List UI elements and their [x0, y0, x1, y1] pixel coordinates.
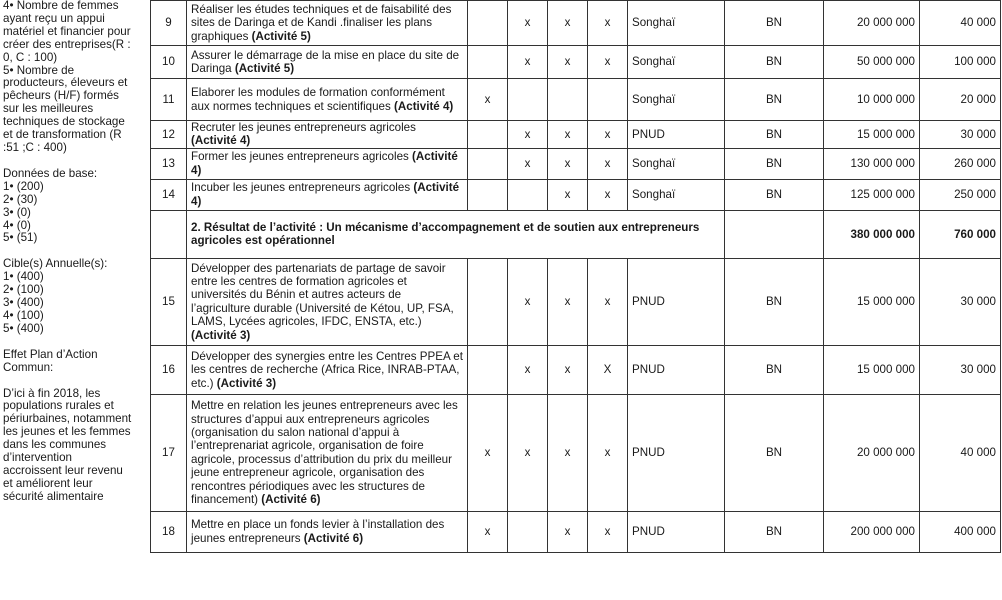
activity-description: Assurer le démarrage de la mise en place du site de Daringa (Activité 5) — [187, 46, 468, 79]
schedule-mark: x — [588, 258, 628, 345]
table-row — [151, 511, 1001, 552]
left-panel-line: 1• (400) — [3, 270, 44, 284]
left-panel-line: sécurité alimentaire — [3, 489, 104, 503]
left-panel-line: créer des entreprises(R : — [3, 37, 131, 51]
schedule-mark: x — [588, 1, 628, 46]
section-amount: 380 000 000 — [824, 210, 920, 258]
schedule-mark — [468, 345, 508, 394]
partner: Songhaï — [628, 1, 725, 46]
amount: 50 000 000 — [824, 46, 920, 79]
schedule-mark — [508, 511, 548, 552]
section-row — [151, 210, 1001, 258]
row-number: 11 — [151, 79, 187, 121]
schedule-mark: x — [548, 394, 588, 511]
schedule-mark — [468, 121, 508, 149]
total: 100 000 — [920, 46, 1001, 79]
schedule-mark: x — [548, 148, 588, 179]
funding-source: BN — [725, 121, 824, 149]
amount: 125 000 000 — [824, 179, 920, 210]
total: 250 000 — [920, 179, 1001, 210]
left-panel-block — [3, 349, 149, 375]
activity-tag: (Activité 3) — [216, 376, 277, 390]
left-panel-line: 0, C : 100) — [3, 50, 58, 64]
schedule-mark: x — [548, 1, 588, 46]
total: 40 000 — [920, 394, 1001, 511]
schedule-mark — [468, 46, 508, 79]
partner: PNUD — [628, 511, 725, 552]
schedule-mark — [588, 79, 628, 121]
row-number: 15 — [151, 258, 187, 345]
left-panel-line: 5• (400) — [3, 321, 44, 335]
amount: 15 000 000 — [824, 258, 920, 345]
section-title: 2. Résultat de l’activité : Un mécanisme d’accompagnement et de soutien aux entrepreneurs agricoles est opérationnel — [187, 210, 725, 258]
funding-source: BN — [725, 394, 824, 511]
left-panel-line: et améliorent leur — [3, 476, 93, 490]
amount: 15 000 000 — [824, 345, 920, 394]
left-panel-block — [3, 0, 149, 155]
activity-description: Développer des partenariats de partage de savoir entre les centres de formation agricoles et universités du Bénin et autres acteurs de l’agriculture durable (Université de Kétou, UP, FSA, LAMS, Lycées agricoles, IFDC, ENSTA, etc.) (Activité 3) — [187, 258, 468, 345]
left-panel-line: sur les meilleures — [3, 102, 94, 116]
activity-tag: (Activité 3) — [191, 328, 251, 342]
amount: 200 000 000 — [824, 511, 920, 552]
left-panel-line: pêcheurs (H/F) formés — [3, 89, 119, 103]
activity-description: Elaborer les modules de formation conformément aux normes techniques et scientifiques (Activité 4) — [187, 79, 468, 121]
left-panel-line: périurbaines, notamment — [3, 412, 132, 426]
left-panel-line: populations rurales et — [3, 399, 114, 413]
schedule-mark: X — [588, 345, 628, 394]
schedule-mark — [548, 79, 588, 121]
left-panel-line: D’ici à fin 2018, les — [3, 386, 101, 400]
funding-source: BN — [725, 148, 824, 179]
row-number: 17 — [151, 394, 187, 511]
section-total: 760 000 — [920, 210, 1001, 258]
activity-tag: (Activité 5) — [251, 29, 311, 43]
total: 20 000 — [920, 79, 1001, 121]
schedule-mark: x — [548, 121, 588, 149]
table-row — [151, 345, 1001, 394]
schedule-mark: x — [548, 46, 588, 79]
activity-tag: (Activité 6) — [261, 493, 321, 507]
section-empty-cell — [725, 210, 824, 258]
left-panel-line: Données de base: — [3, 166, 98, 180]
funding-source: BN — [725, 79, 824, 121]
partner: PNUD — [628, 394, 725, 511]
activity-description: Incuber les jeunes entrepreneurs agricoles (Activité 4) — [187, 179, 468, 210]
left-panel-line: Effet Plan d’Action — [3, 347, 98, 361]
activity-description: Mettre en relation les jeunes entrepreneurs avec les structures d’appui aux entrepreneurs agricoles (organisation du salon national d’appui à l’entreprenariat agricole, organisation de foire agricole, processus d’attribution du prix du meilleur jeune entrepreneur agricole, organisation des rencontres périodiques avec les structures de financement) (Activité 6) — [187, 394, 468, 511]
left-panel-line: 3• (0) — [3, 205, 31, 219]
row-number: 10 — [151, 46, 187, 79]
activity-description: Réaliser les études techniques et de faisabilité des sites de Daringa et de Kandi .finaliser les plans graphiques (Activité 5) — [187, 1, 468, 46]
total: 400 000 — [920, 511, 1001, 552]
partner: PNUD — [628, 121, 725, 149]
schedule-mark: x — [508, 394, 548, 511]
funding-source: BN — [725, 1, 824, 46]
funding-source: BN — [725, 345, 824, 394]
left-panel-line: et de transformation (R — [3, 128, 122, 142]
left-panel-line: 1• (200) — [3, 179, 44, 193]
schedule-mark: x — [588, 148, 628, 179]
schedule-mark: x — [508, 148, 548, 179]
left-panel-line: techniques de stockage — [3, 115, 125, 129]
partner: Songhaï — [628, 79, 725, 121]
amount: 20 000 000 — [824, 394, 920, 511]
left-panel-line: 4• (100) — [3, 308, 44, 322]
schedule-mark: x — [508, 46, 548, 79]
schedule-mark: x — [508, 1, 548, 46]
activity-tag: (Activité 4) — [191, 134, 251, 148]
left-panel-line: accroissent leur revenu — [3, 464, 123, 477]
schedule-mark: x — [588, 121, 628, 149]
total: 40 000 — [920, 1, 1001, 46]
table-row — [151, 179, 1001, 210]
schedule-mark: x — [508, 345, 548, 394]
activity-tag: (Activité 4) — [191, 181, 460, 208]
activity-tag: (Activité 6) — [303, 531, 364, 545]
row-number: 16 — [151, 345, 187, 394]
schedule-mark: x — [508, 121, 548, 149]
left-panel-line: d’intervention — [3, 451, 72, 465]
activity-budget-table — [150, 0, 1001, 553]
left-panel-line: 4• (0) — [3, 218, 31, 232]
activity-description: Recruter les jeunes entrepreneurs agricoles (Activité 4) — [187, 121, 468, 149]
funding-source: BN — [725, 179, 824, 210]
left-panel-line: :51 ;C : 400) — [3, 140, 67, 154]
left-panel-line: producteurs, éleveurs et — [3, 76, 128, 90]
schedule-mark — [468, 179, 508, 210]
schedule-mark: x — [548, 345, 588, 394]
total: 260 000 — [920, 148, 1001, 179]
funding-source: BN — [725, 511, 824, 552]
row-number: 18 — [151, 511, 187, 552]
partner: Songhaï — [628, 179, 725, 210]
partner: Songhaï — [628, 46, 725, 79]
schedule-mark: x — [468, 511, 508, 552]
left-context-panel — [3, 0, 149, 600]
partner: PNUD — [628, 345, 725, 394]
activity-description: Former les jeunes entrepreneurs agricoles (Activité 4) — [187, 148, 468, 179]
schedule-mark: x — [468, 394, 508, 511]
left-panel-line: 2• (30) — [3, 192, 38, 206]
left-panel-line: les jeunes et les femmes — [3, 425, 131, 439]
schedule-mark: x — [588, 511, 628, 552]
amount: 15 000 000 — [824, 121, 920, 149]
left-panel-line: 5• (51) — [3, 231, 38, 245]
activity-tag: (Activité 4) — [394, 99, 454, 113]
schedule-mark: x — [588, 394, 628, 511]
schedule-mark — [468, 148, 508, 179]
schedule-mark — [508, 79, 548, 121]
partner: PNUD — [628, 258, 725, 345]
table-row — [151, 1, 1001, 46]
row-number: 13 — [151, 148, 187, 179]
left-panel-line: 4• Nombre de femmes — [3, 0, 119, 12]
funding-source: BN — [725, 258, 824, 345]
left-panel-line: matériel et financier pour — [3, 24, 131, 38]
funding-source: BN — [725, 46, 824, 79]
left-panel-block — [3, 168, 149, 245]
schedule-mark: x — [548, 179, 588, 210]
left-panel-line: Commun: — [3, 360, 54, 374]
schedule-mark — [468, 1, 508, 46]
table-row — [151, 148, 1001, 179]
activity-description: Mettre en place un fonds levier à l’installation des jeunes entrepreneurs (Activité 6) — [187, 511, 468, 552]
amount: 130 000 000 — [824, 148, 920, 179]
left-panel-line: 2• (100) — [3, 283, 44, 297]
total: 30 000 — [920, 258, 1001, 345]
schedule-mark: x — [548, 511, 588, 552]
left-panel-line: 5• Nombre de — [3, 63, 75, 77]
activity-tag: (Activité 5) — [234, 62, 295, 75]
table-row — [151, 258, 1001, 345]
left-panel-line: Cible(s) Annuelle(s): — [3, 257, 108, 271]
partner: Songhaï — [628, 148, 725, 179]
left-panel-block — [3, 388, 149, 504]
total: 30 000 — [920, 345, 1001, 394]
table-row — [151, 46, 1001, 79]
schedule-mark: x — [588, 179, 628, 210]
schedule-mark: x — [588, 46, 628, 79]
amount: 10 000 000 — [824, 79, 920, 121]
schedule-mark — [468, 258, 508, 345]
row-number: 12 — [151, 121, 187, 149]
amount: 20 000 000 — [824, 1, 920, 46]
table-row — [151, 121, 1001, 149]
table-row — [151, 394, 1001, 511]
table-row — [151, 79, 1001, 121]
left-panel-line: ayant reçu un appui — [3, 11, 105, 25]
schedule-mark: x — [468, 79, 508, 121]
activity-tag: (Activité 4) — [191, 150, 458, 177]
activity-description: Développer des synergies entre les Centres PPEA et les centres de recherche (Africa Rice, INRAB-PTAA, etc.) (Activité 3) — [187, 345, 468, 394]
section-empty-cell — [151, 210, 187, 258]
row-number: 14 — [151, 179, 187, 210]
schedule-mark — [508, 179, 548, 210]
schedule-mark: x — [508, 258, 548, 345]
left-panel-line: dans les communes — [3, 438, 107, 452]
left-panel-line: 3• (400) — [3, 296, 44, 310]
row-number: 9 — [151, 1, 187, 46]
left-panel-block — [3, 258, 149, 335]
total: 30 000 — [920, 121, 1001, 149]
schedule-mark: x — [548, 258, 588, 345]
